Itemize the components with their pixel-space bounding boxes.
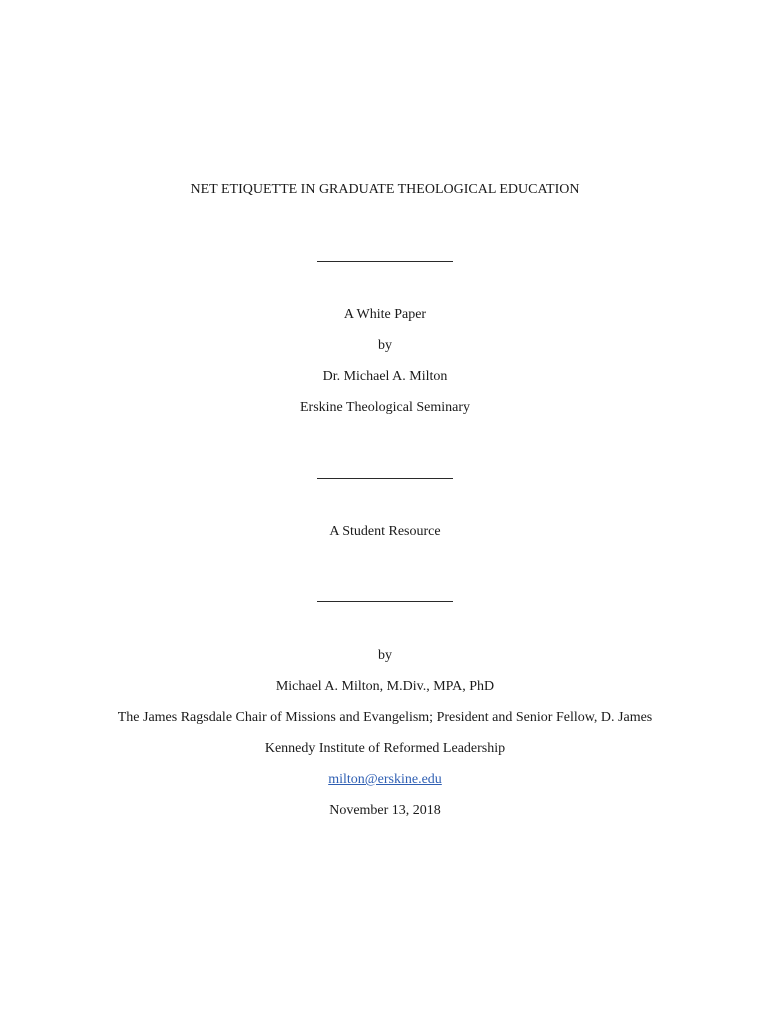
position-line-1: The James Ragsdale Chair of Missions and Evangelism; President and Senior Fellow, D. James — [117, 710, 653, 725]
separator-rule-3 — [317, 601, 453, 602]
email-link[interactable]: milton@erskine.edu — [328, 772, 442, 787]
email-line — [0, 771, 770, 789]
by-label-1: by — [378, 338, 392, 353]
separator-rule-1 — [317, 261, 453, 262]
author-credentials: Michael A. Milton, M.Div., MPA, PhD — [275, 679, 495, 694]
document-title: NET ETIQUETTE IN GRADUATE THEOLOGICAL EDUCATION — [190, 182, 580, 197]
author-name: Dr. Michael A. Milton — [322, 369, 448, 384]
institution-name: Erskine Theological Seminary — [299, 400, 471, 415]
position-line-2: Kennedy Institute of Reformed Leadership — [264, 741, 506, 756]
student-resource-label: A Student Resource — [329, 524, 441, 539]
separator-rule-2 — [317, 478, 453, 479]
date: November 13, 2018 — [329, 803, 441, 818]
white-paper-label: A White Paper — [343, 307, 427, 322]
by-label-2: by — [378, 648, 392, 663]
